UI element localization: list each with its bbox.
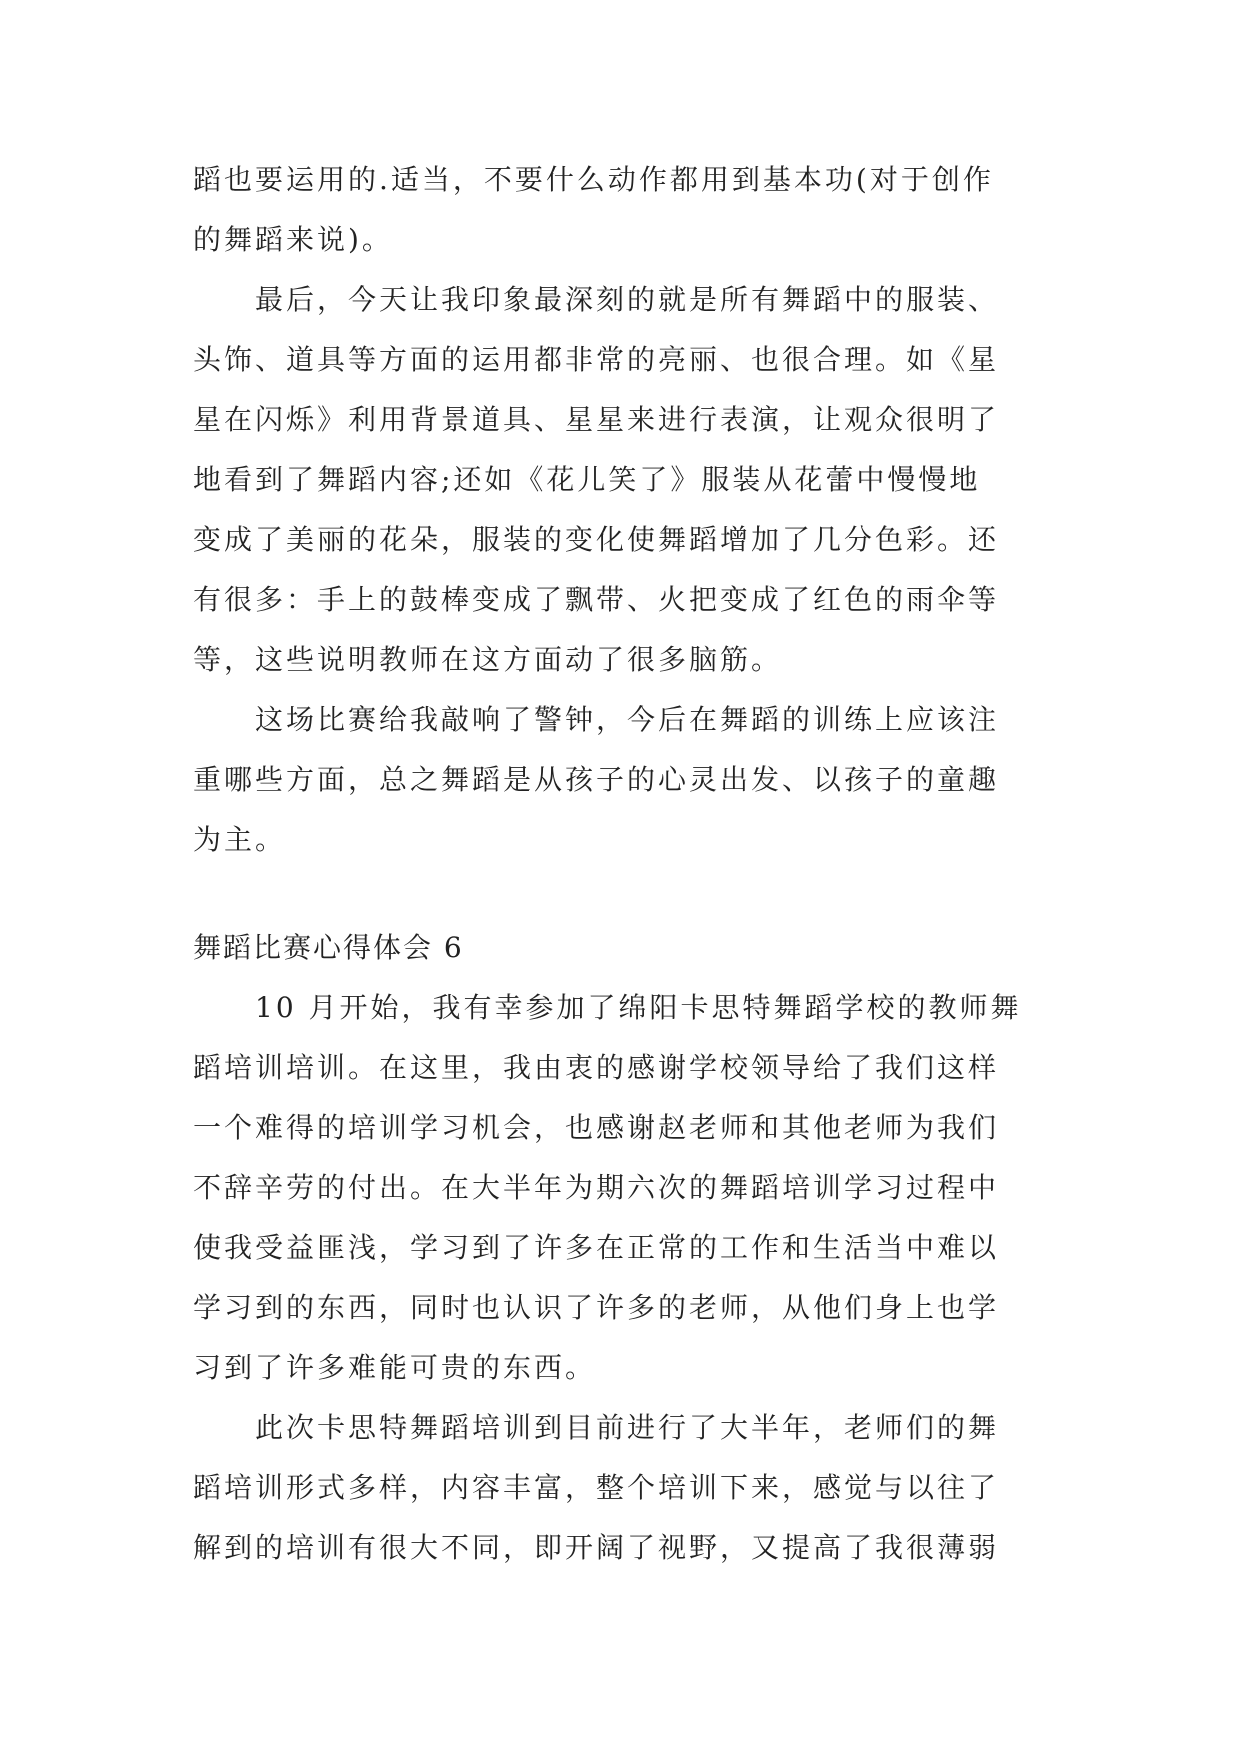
paragraph-line: 此次卡思特舞蹈培训到目前进行了大半年，老师们的舞 (255, 1411, 1000, 1444)
section-2-body (193, 978, 1093, 1578)
paragraph-line: 有很多：手上的鼓棒变成了飘带、火把变成了红色的雨伞等 (193, 583, 1000, 616)
section-2-heading: 舞蹈比赛心得体会 6 (193, 931, 464, 964)
paragraph-line: 学习到的东西，同时也认识了许多的老师，从他们身上也学 (193, 1291, 1000, 1324)
paragraph-line: 不辞辛劳的付出。在大半年为期六次的舞蹈培训学习过程中 (193, 1171, 1000, 1204)
paragraph-line: 习到了许多难能可贵的东西。 (193, 1351, 597, 1384)
paragraph-line: 地看到了舞蹈内容;还如《花儿笑了》服装从花蕾中慢慢地 (193, 463, 981, 496)
paragraph-line: 蹈培训培训。在这里，我由衷的感谢学校领导给了我们这样 (193, 1051, 1000, 1084)
paragraph-line: 蹈也要运用的.适当，不要什么动作都用到基本功(对于创作 (193, 163, 994, 196)
paragraph-line: 这场比赛给我敲响了警钟，今后在舞蹈的训练上应该注 (255, 703, 1000, 736)
paragraph-line: 的舞蹈来说)。 (193, 223, 393, 256)
paragraph-line: 等，这些说明教师在这方面动了很多脑筋。 (193, 643, 783, 676)
paragraph-line: 重哪些方面，总之舞蹈是从孩子的心灵出发、以孩子的童趣 (193, 763, 1000, 796)
paragraph-line: 变成了美丽的花朵，服装的变化使舞蹈增加了几分色彩。还 (193, 523, 1000, 556)
paragraph-line: 一个难得的培训学习机会，也感谢赵老师和其他老师为我们 (193, 1111, 1000, 1144)
paragraph-line: 解到的培训有很大不同，即开阔了视野，又提高了我很薄弱 (193, 1531, 1000, 1564)
paragraph-line: 星在闪烁》利用背景道具、星星来进行表演，让观众很明了 (193, 403, 1000, 436)
paragraph-line: 蹈培训形式多样，内容丰富，整个培训下来，感觉与以往了 (193, 1471, 1000, 1504)
paragraph-line: 10 月开始，我有幸参加了绵阳卡思特舞蹈学校的教师舞 (255, 991, 1022, 1024)
paragraph-line: 头饰、道具等方面的运用都非常的亮丽、也很合理。如《星 (193, 343, 1000, 376)
section-1-body (193, 150, 1093, 870)
paragraph-line: 最后，今天让我印象最深刻的就是所有舞蹈中的服装、 (255, 283, 1000, 316)
paragraph-line: 为主。 (193, 823, 287, 856)
paragraph-line: 使我受益匪浅，学习到了许多在正常的工作和生活当中难以 (193, 1231, 1000, 1264)
